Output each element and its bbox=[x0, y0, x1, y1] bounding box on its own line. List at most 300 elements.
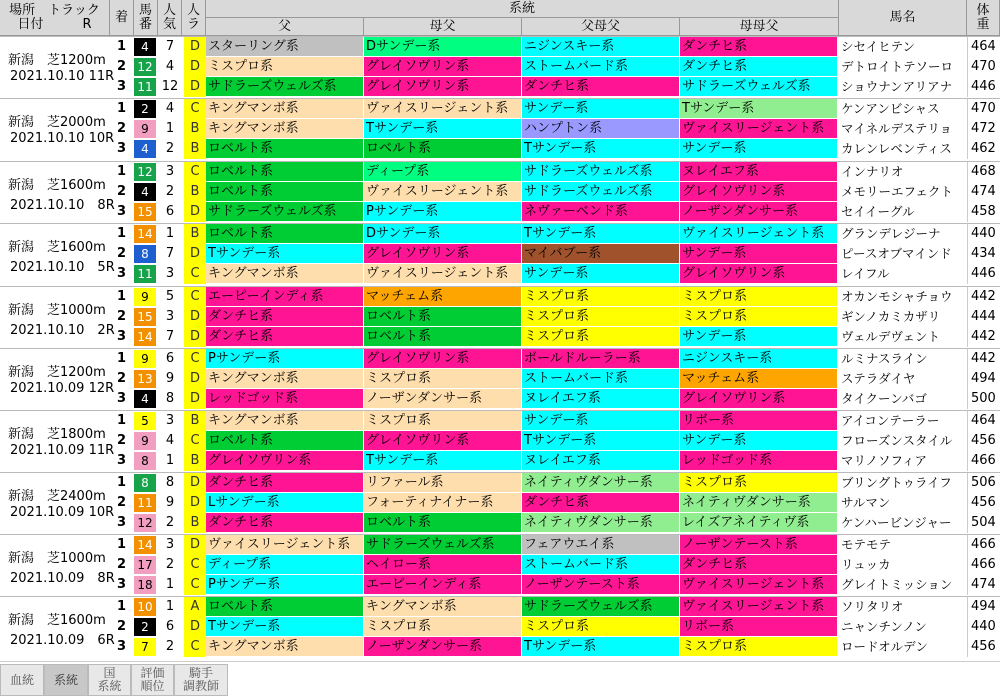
horse-number-badge: 12 bbox=[134, 58, 156, 76]
weight-cell: 474 bbox=[967, 575, 1000, 595]
rating-cell: D bbox=[184, 369, 206, 389]
lineage-cell: ミスプロ系 bbox=[364, 369, 522, 389]
popularity-cell: 4 bbox=[165, 101, 175, 116]
lineage-cell: ヴァイスリージェント系 bbox=[364, 99, 522, 119]
lineage-cell: ミスプロ系 bbox=[680, 473, 838, 493]
lineage-cell: サンデー系 bbox=[522, 264, 680, 284]
rating-cell: C bbox=[184, 575, 206, 595]
lineage-cell: ノーザンダンサー系 bbox=[680, 202, 838, 222]
horse-name-cell: ギンノカミカザリ bbox=[841, 309, 941, 324]
tab-2[interactable]: 国 系統 bbox=[88, 664, 131, 696]
horse-name-cell: ソリタリオ bbox=[841, 599, 904, 614]
horse-name-cell: シセイヒテン bbox=[841, 39, 916, 54]
rating-cell: C bbox=[184, 287, 206, 307]
lineage-cell: グレイソヴリン系 bbox=[680, 264, 838, 284]
lineage-cell: ロベルト系 bbox=[206, 224, 364, 244]
rank-cell: 3 bbox=[116, 266, 127, 281]
race-block bbox=[0, 36, 1000, 96]
weight-cell: 506 bbox=[967, 473, 1000, 493]
table-row bbox=[110, 327, 1000, 347]
popularity-cell: 3 bbox=[165, 537, 175, 552]
horse-name-cell: ケンハービンジャー bbox=[841, 515, 952, 530]
table-row bbox=[110, 637, 1000, 657]
rating-cell: C bbox=[184, 555, 206, 575]
race-info bbox=[0, 37, 115, 97]
rating-cell: C bbox=[184, 162, 206, 182]
lineage-cell: レッドゴッド系 bbox=[680, 451, 838, 471]
lineage-cell: キングマンボ系 bbox=[206, 119, 364, 139]
table-row bbox=[110, 224, 1000, 244]
lineage-cell: キングマンボ系 bbox=[206, 99, 364, 119]
header-ra: 人ラ bbox=[182, 0, 206, 36]
lineage-cell: ロベルト系 bbox=[364, 327, 522, 347]
lineage-cell: ヴァイスリージェント系 bbox=[680, 575, 838, 595]
header-taiju: 体重 bbox=[967, 0, 1000, 36]
lineage-cell: Tサンデー系 bbox=[522, 224, 680, 244]
rank-cell: 1 bbox=[116, 101, 127, 116]
rank-cell: 3 bbox=[116, 204, 127, 219]
tab-1[interactable]: 系統 bbox=[44, 664, 88, 696]
weight-cell: 440 bbox=[967, 617, 1000, 637]
horse-number-badge: 4 bbox=[134, 390, 156, 408]
rating-cell: D bbox=[184, 327, 206, 347]
lineage-cell: ノーザンテースト系 bbox=[522, 575, 680, 595]
race-block bbox=[0, 348, 1000, 408]
lineage-cell: ミスプロ系 bbox=[680, 287, 838, 307]
race-info bbox=[0, 411, 115, 471]
horse-name-cell: サルマン bbox=[841, 495, 891, 510]
popularity-cell: 2 bbox=[165, 557, 175, 572]
popularity-cell: 6 bbox=[165, 619, 175, 634]
lineage-cell: ミスプロ系 bbox=[364, 617, 522, 637]
rank-cell: 3 bbox=[116, 79, 127, 94]
tab-3[interactable]: 評価 順位 bbox=[131, 664, 174, 696]
lineage-cell: キングマンボ系 bbox=[364, 597, 522, 617]
rank-cell: 2 bbox=[116, 619, 127, 634]
rank-cell: 3 bbox=[116, 577, 127, 592]
horse-name-cell: タイクーンバゴ bbox=[841, 391, 927, 406]
lineage-cell: グレイソヴリン系 bbox=[364, 349, 522, 369]
weight-cell: 470 bbox=[967, 99, 1000, 119]
rating-cell: B bbox=[184, 182, 206, 202]
horse-name-cell: リュッカ bbox=[841, 557, 891, 572]
lineage-cell: ニジンスキー系 bbox=[680, 349, 838, 369]
weight-cell: 456 bbox=[967, 431, 1000, 451]
rank-cell: 2 bbox=[116, 433, 127, 448]
race-block bbox=[0, 286, 1000, 346]
weight-cell: 472 bbox=[967, 119, 1000, 139]
horse-name-cell: モテモテ bbox=[841, 537, 892, 552]
table-row bbox=[110, 555, 1000, 575]
rank-cell: 2 bbox=[116, 309, 127, 324]
lineage-cell: ミスプロ系 bbox=[522, 327, 680, 347]
rating-cell: D bbox=[184, 493, 206, 513]
lineage-cell: リファール系 bbox=[364, 473, 522, 493]
table-row bbox=[110, 264, 1000, 284]
popularity-cell: 2 bbox=[165, 141, 175, 156]
lineage-cell: ミスプロ系 bbox=[680, 307, 838, 327]
lineage-cell: リボー系 bbox=[680, 617, 838, 637]
rating-cell: A bbox=[184, 597, 206, 617]
rating-cell: B bbox=[184, 119, 206, 139]
lineage-cell: グレイソヴリン系 bbox=[364, 57, 522, 77]
lineage-cell: ヴァイスリージェント系 bbox=[680, 119, 838, 139]
table-row bbox=[110, 119, 1000, 139]
table-row bbox=[110, 369, 1000, 389]
lineage-cell: キングマンボ系 bbox=[206, 264, 364, 284]
rating-cell: B bbox=[184, 451, 206, 471]
popularity-cell: 4 bbox=[165, 59, 175, 74]
header-ninki: 人気 bbox=[158, 0, 182, 36]
lineage-cell: リボー系 bbox=[680, 411, 838, 431]
lineage-cell: サドラーズウェルズ系 bbox=[364, 535, 522, 555]
rating-cell: D bbox=[184, 307, 206, 327]
lineage-cell: ダンチヒ系 bbox=[522, 77, 680, 97]
lineage-cell: ヴァイスリージェント系 bbox=[364, 264, 522, 284]
rank-cell: 3 bbox=[116, 141, 127, 156]
weight-cell: 494 bbox=[967, 369, 1000, 389]
horse-number-badge: 10 bbox=[134, 598, 156, 616]
lineage-cell: ノーザンダンサー系 bbox=[364, 389, 522, 409]
lineage-cell: グレイソヴリン系 bbox=[364, 244, 522, 264]
lineage-cell: サンデー系 bbox=[680, 431, 838, 451]
lineage-cell: ハンプトン系 bbox=[522, 119, 680, 139]
table-row bbox=[110, 473, 1000, 493]
race-date: 2021.10.10 2R bbox=[10, 323, 115, 338]
lineage-cell: サドラーズウェルズ系 bbox=[206, 202, 364, 222]
lineage-cell: ダンチヒ系 bbox=[680, 37, 838, 57]
race-info bbox=[0, 287, 115, 347]
weight-cell: 466 bbox=[967, 555, 1000, 575]
rank-cell: 2 bbox=[116, 246, 127, 261]
lineage-cell: マイバブー系 bbox=[522, 244, 680, 264]
horse-name-cell: フローズンスタイル bbox=[841, 433, 953, 448]
rating-cell: B bbox=[184, 513, 206, 533]
popularity-cell: 3 bbox=[165, 309, 175, 324]
table-row bbox=[110, 493, 1000, 513]
rank-cell: 1 bbox=[116, 164, 127, 179]
weight-cell: 466 bbox=[967, 535, 1000, 555]
lineage-cell: エーピーインディ系 bbox=[364, 575, 522, 595]
lineage-cell: Tサンデー系 bbox=[680, 99, 838, 119]
lineage-cell: Tサンデー系 bbox=[522, 431, 680, 451]
popularity-cell: 12 bbox=[161, 79, 179, 94]
lineage-cell: ロベルト系 bbox=[206, 139, 364, 159]
horse-number-badge: 18 bbox=[134, 576, 156, 594]
rank-cell: 1 bbox=[116, 351, 127, 366]
header-keito: 系統 bbox=[206, 0, 839, 18]
popularity-cell: 9 bbox=[165, 371, 175, 386]
rank-cell: 1 bbox=[116, 537, 127, 552]
race-date: 2021.10.09 11R bbox=[10, 443, 115, 458]
table-row bbox=[110, 139, 1000, 159]
race-block bbox=[0, 161, 1000, 221]
table-row bbox=[110, 182, 1000, 202]
horse-number-badge: 13 bbox=[134, 370, 156, 388]
rating-cell: D bbox=[184, 617, 206, 637]
lineage-cell: Tサンデー系 bbox=[206, 617, 364, 637]
weight-cell: 470 bbox=[967, 57, 1000, 77]
race-info bbox=[0, 224, 115, 284]
weight-cell: 442 bbox=[967, 287, 1000, 307]
table-row bbox=[110, 307, 1000, 327]
horse-name-cell: ルミナスライン bbox=[841, 351, 928, 366]
lineage-cell: Pサンデー系 bbox=[364, 202, 522, 222]
lineage-cell: ノーザンダンサー系 bbox=[364, 637, 522, 657]
lineage-cell: キングマンボ系 bbox=[206, 369, 364, 389]
rating-cell: C bbox=[184, 99, 206, 119]
lineage-cell: グレイソヴリン系 bbox=[206, 451, 364, 471]
popularity-cell: 4 bbox=[165, 433, 175, 448]
lineage-cell: マッチェム系 bbox=[680, 369, 838, 389]
horse-name-cell: カレンレベンティス bbox=[841, 141, 952, 156]
race-date: 2021.10.09 6R bbox=[10, 633, 115, 648]
race-info bbox=[0, 597, 115, 657]
header-hahahahachichi: 母母父 bbox=[680, 18, 839, 36]
weight-cell: 442 bbox=[967, 349, 1000, 369]
lineage-cell: グレイソヴリン系 bbox=[680, 389, 838, 409]
weight-cell: 456 bbox=[967, 637, 1000, 657]
lineage-cell: サドラーズウェルズ系 bbox=[522, 597, 680, 617]
lineage-cell: ネイティヴダンサー系 bbox=[680, 493, 838, 513]
race-date: 2021.10.10 10R bbox=[10, 131, 115, 146]
race-date: 2021.10.09 10R bbox=[10, 505, 115, 520]
horse-number-badge: 9 bbox=[134, 120, 156, 138]
race-place: 新潟 芝2000m bbox=[8, 115, 106, 130]
lineage-cell: ディープ系 bbox=[206, 555, 364, 575]
horse-number-badge: 8 bbox=[134, 452, 156, 470]
horse-number-badge: 4 bbox=[134, 38, 156, 56]
horse-number-badge: 8 bbox=[134, 474, 156, 492]
horse-number-badge: 14 bbox=[134, 328, 156, 346]
popularity-cell: 6 bbox=[165, 204, 175, 219]
table-row bbox=[110, 411, 1000, 431]
lineage-cell: ヌレイエフ系 bbox=[680, 162, 838, 182]
race-block bbox=[0, 223, 1000, 283]
rank-cell: 3 bbox=[116, 391, 127, 406]
lineage-cell: Tサンデー系 bbox=[522, 637, 680, 657]
horse-number-badge: 11 bbox=[134, 78, 156, 96]
rating-cell: D bbox=[184, 389, 206, 409]
horse-name-cell: ブリングトゥライフ bbox=[841, 475, 952, 490]
lineage-cell: ダンチヒ系 bbox=[206, 473, 364, 493]
race-date: 2021.10.09 12R bbox=[10, 381, 115, 396]
table-row bbox=[110, 202, 1000, 222]
lineage-cell: Lサンデー系 bbox=[206, 493, 364, 513]
weight-cell: 500 bbox=[967, 389, 1000, 409]
popularity-cell: 3 bbox=[165, 164, 175, 179]
lineage-cell: ストームバード系 bbox=[522, 555, 680, 575]
header-place-date: 場所 トラック 日付 R bbox=[0, 0, 110, 36]
lineage-cell: サドラーズウェルズ系 bbox=[206, 77, 364, 97]
horse-number-badge: 12 bbox=[134, 514, 156, 532]
horse-number-badge: 9 bbox=[134, 288, 156, 306]
rank-cell: 1 bbox=[116, 599, 127, 614]
lineage-cell: サドラーズウェルズ系 bbox=[522, 162, 680, 182]
lineage-cell: ヴァイスリージェント系 bbox=[680, 224, 838, 244]
horse-number-badge: 14 bbox=[134, 536, 156, 554]
horse-number-badge: 15 bbox=[134, 308, 156, 326]
table-row bbox=[110, 617, 1000, 637]
lineage-cell: Tサンデー系 bbox=[522, 139, 680, 159]
race-block bbox=[0, 534, 1000, 594]
horse-number-badge: 4 bbox=[134, 140, 156, 158]
horse-number-badge: 2 bbox=[134, 100, 156, 118]
horse-number-badge: 7 bbox=[134, 638, 156, 656]
lineage-cell: Dサンデー系 bbox=[364, 37, 522, 57]
lineage-cell: ヌレイエフ系 bbox=[522, 451, 680, 471]
rank-cell: 2 bbox=[116, 59, 127, 74]
weight-cell: 446 bbox=[967, 264, 1000, 284]
horse-name-cell: ニャンチンノン bbox=[841, 619, 927, 634]
view-tabs bbox=[0, 661, 1000, 696]
header-chichihahachichi: 父母父 bbox=[522, 18, 680, 36]
race-date: 2021.10.09 8R bbox=[10, 571, 115, 586]
rank-cell: 1 bbox=[116, 289, 127, 304]
popularity-cell: 2 bbox=[165, 515, 175, 530]
header-ban: 馬番 bbox=[134, 0, 158, 36]
horse-name-cell: ショウナンアリアナ bbox=[841, 79, 953, 94]
lineage-cell: ダンチヒ系 bbox=[680, 555, 838, 575]
popularity-cell: 9 bbox=[165, 495, 175, 510]
lineage-cell: ダンチヒ系 bbox=[206, 327, 364, 347]
rating-cell: B bbox=[184, 411, 206, 431]
horse-name-cell: ヴェルデヴェント bbox=[841, 329, 941, 344]
horse-number-badge: 5 bbox=[134, 412, 156, 430]
lineage-cell: レイズアネイティヴ系 bbox=[680, 513, 838, 533]
race-info bbox=[0, 99, 115, 159]
table-row bbox=[110, 37, 1000, 57]
popularity-cell: 2 bbox=[165, 639, 175, 654]
rank-cell: 3 bbox=[116, 639, 127, 654]
lineage-cell: Pサンデー系 bbox=[206, 349, 364, 369]
lineage-cell: キングマンボ系 bbox=[206, 637, 364, 657]
popularity-cell: 7 bbox=[165, 329, 175, 344]
weight-cell: 462 bbox=[967, 139, 1000, 159]
lineage-cell: Dサンデー系 bbox=[364, 224, 522, 244]
race-block bbox=[0, 472, 1000, 532]
rating-cell: D bbox=[184, 202, 206, 222]
horse-number-badge: 15 bbox=[134, 203, 156, 221]
lineage-cell: ヘイロー系 bbox=[364, 555, 522, 575]
lineage-cell: Tサンデー系 bbox=[364, 119, 522, 139]
race-block bbox=[0, 98, 1000, 158]
lineage-cell: サドラーズウェルズ系 bbox=[522, 182, 680, 202]
lineage-cell: ロベルト系 bbox=[206, 182, 364, 202]
table-row bbox=[110, 162, 1000, 182]
lineage-cell: ロベルト系 bbox=[206, 162, 364, 182]
popularity-cell: 3 bbox=[165, 266, 175, 281]
rating-cell: C bbox=[184, 431, 206, 451]
horse-name-cell: ピースオブマインド bbox=[841, 246, 952, 261]
weight-cell: 444 bbox=[967, 307, 1000, 327]
popularity-cell: 1 bbox=[165, 121, 175, 136]
horse-name-cell: デトロイトテソーロ bbox=[841, 59, 954, 74]
race-place: 新潟 芝1600m bbox=[8, 178, 106, 193]
horse-number-badge: 9 bbox=[134, 350, 156, 368]
rank-cell: 2 bbox=[116, 121, 127, 136]
rating-cell: C bbox=[184, 264, 206, 284]
weight-cell: 458 bbox=[967, 202, 1000, 222]
weight-cell: 468 bbox=[967, 162, 1000, 182]
rating-cell: D bbox=[184, 473, 206, 493]
lineage-cell: ディープ系 bbox=[364, 162, 522, 182]
lineage-cell: ヴァイスリージェント系 bbox=[364, 182, 522, 202]
race-date: 2021.10.10 8R bbox=[10, 198, 115, 213]
horse-name-cell: グレイトミッション bbox=[841, 577, 953, 592]
lineage-cell: ミスプロ系 bbox=[522, 617, 680, 637]
lineage-cell: フォーティナイナー系 bbox=[364, 493, 522, 513]
rank-cell: 2 bbox=[116, 557, 127, 572]
lineage-cell: ノーザンテースト系 bbox=[680, 535, 838, 555]
race-place: 新潟 芝1200m bbox=[8, 365, 106, 380]
lineage-cell: Pサンデー系 bbox=[206, 575, 364, 595]
lineage-cell: マッチェム系 bbox=[364, 287, 522, 307]
horse-number-badge: 11 bbox=[134, 265, 156, 283]
weight-cell: 446 bbox=[967, 77, 1000, 97]
rating-cell: D bbox=[184, 535, 206, 555]
lineage-cell: レッドゴッド系 bbox=[206, 389, 364, 409]
tab-0[interactable]: 血統 bbox=[0, 664, 44, 696]
horse-name-cell: インナリオ bbox=[841, 164, 904, 179]
tab-4[interactable]: 騎手 調教師 bbox=[174, 664, 228, 696]
table-row bbox=[110, 77, 1000, 97]
popularity-cell: 1 bbox=[165, 577, 175, 592]
lineage-cell: ネイティヴダンサー系 bbox=[522, 513, 680, 533]
rank-cell: 3 bbox=[116, 329, 127, 344]
table-row bbox=[110, 244, 1000, 264]
race-date: 2021.10.10 11R bbox=[10, 69, 115, 84]
race-info bbox=[0, 473, 115, 533]
table-row bbox=[110, 389, 1000, 409]
header-chichi: 父 bbox=[206, 18, 364, 36]
table-row bbox=[110, 535, 1000, 555]
race-info bbox=[0, 349, 115, 409]
rank-cell: 2 bbox=[116, 184, 127, 199]
race-block bbox=[0, 596, 1000, 656]
rating-cell: D bbox=[184, 244, 206, 264]
table-row bbox=[110, 99, 1000, 119]
weight-cell: 464 bbox=[967, 411, 1000, 431]
horse-name-cell: セイイーグル bbox=[841, 204, 915, 219]
lineage-cell: サンデー系 bbox=[680, 327, 838, 347]
lineage-cell: ダンチヒ系 bbox=[522, 493, 680, 513]
popularity-cell: 2 bbox=[165, 184, 175, 199]
lineage-cell: ストームバード系 bbox=[522, 369, 680, 389]
lineage-cell: グレイソヴリン系 bbox=[364, 431, 522, 451]
rank-cell: 1 bbox=[116, 226, 127, 241]
horse-name-cell: グランデレジーナ bbox=[841, 226, 941, 241]
horse-name-cell: メモリーエフェクト bbox=[841, 184, 953, 199]
header-rank: 着 bbox=[110, 0, 134, 36]
lineage-cell: ネイティヴダンサー系 bbox=[522, 473, 680, 493]
table-row bbox=[110, 57, 1000, 77]
lineage-cell: ロベルト系 bbox=[364, 307, 522, 327]
table-header bbox=[0, 0, 1000, 36]
popularity-cell: 8 bbox=[165, 475, 175, 490]
horse-name-cell: レイフル bbox=[841, 266, 890, 281]
rating-cell: B bbox=[184, 139, 206, 159]
lineage-cell: サンデー系 bbox=[680, 244, 838, 264]
header-hahachichi: 母父 bbox=[364, 18, 522, 36]
lineage-cell: サンデー系 bbox=[522, 411, 680, 431]
rating-cell: D bbox=[184, 77, 206, 97]
table-row bbox=[110, 431, 1000, 451]
lineage-cell: ロベルト系 bbox=[206, 431, 364, 451]
table-row bbox=[110, 513, 1000, 533]
lineage-cell: ミスプロ系 bbox=[364, 411, 522, 431]
lineage-cell: スターリング系 bbox=[206, 37, 364, 57]
